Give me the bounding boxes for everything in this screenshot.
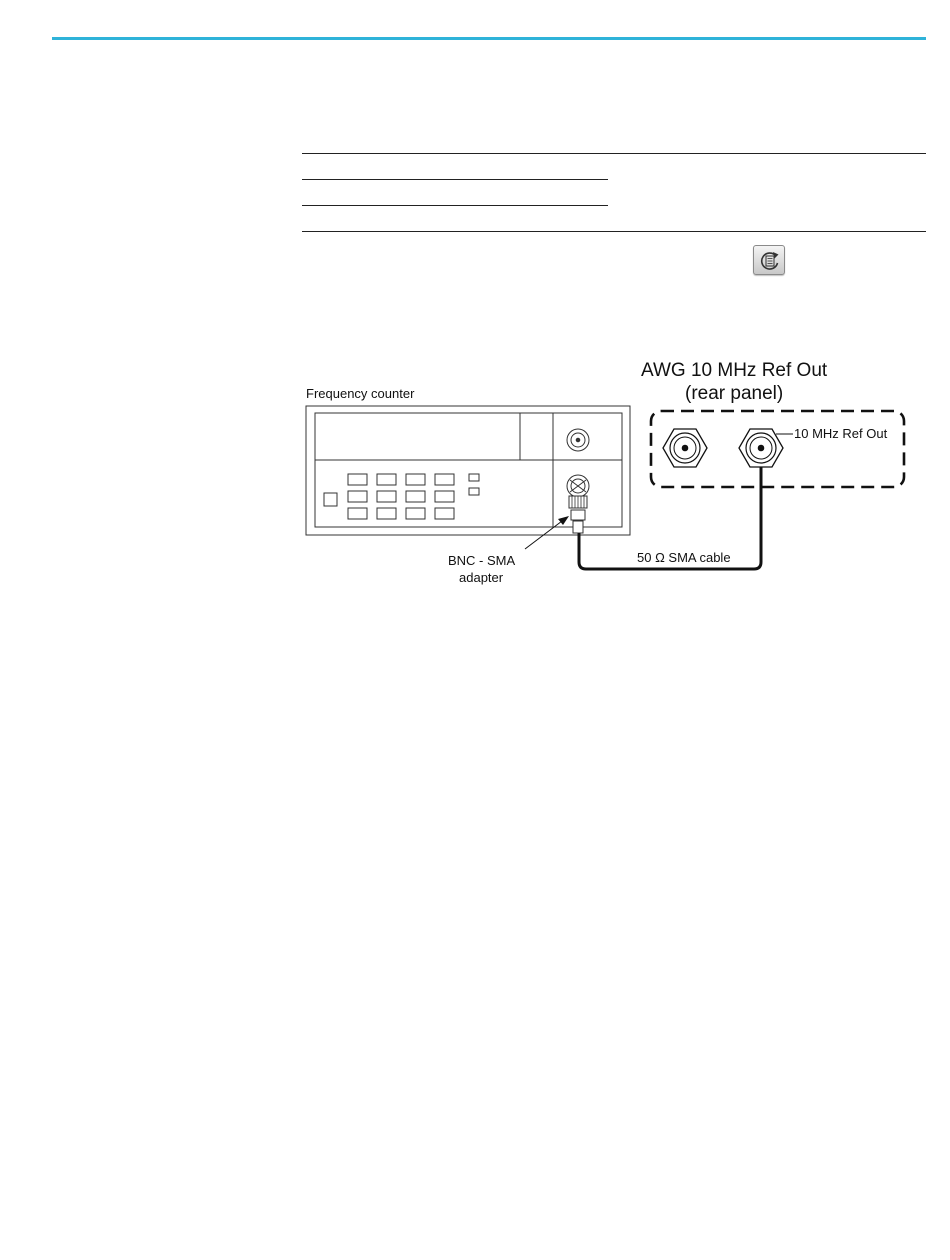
- ref-out-label: 10 MHz Ref Out: [794, 426, 888, 441]
- awg-connector-left: [663, 429, 707, 467]
- table-row-rule: [302, 179, 608, 180]
- adapter-label-line2: adapter: [459, 570, 504, 585]
- frequency-counter-label: Frequency counter: [306, 386, 415, 401]
- reset-icon: [754, 246, 786, 276]
- cable-label: 50 Ω SMA cable: [637, 550, 731, 565]
- table-row-rule: [302, 205, 608, 206]
- awg-subtitle: (rear panel): [685, 383, 784, 404]
- adapter-label-line1: BNC - SMA: [448, 553, 516, 568]
- awg-connector-ref-out: [739, 429, 783, 467]
- reset-button[interactable]: [753, 245, 785, 275]
- table-top-rule: [302, 153, 926, 154]
- counter-input-connector-upper: [567, 429, 589, 451]
- power-switch: [324, 493, 337, 506]
- awg-title: AWG 10 MHz Ref Out: [641, 360, 828, 381]
- table-bottom-rule: [302, 231, 926, 232]
- header-rule: [52, 37, 926, 40]
- connection-diagram: [300, 350, 920, 610]
